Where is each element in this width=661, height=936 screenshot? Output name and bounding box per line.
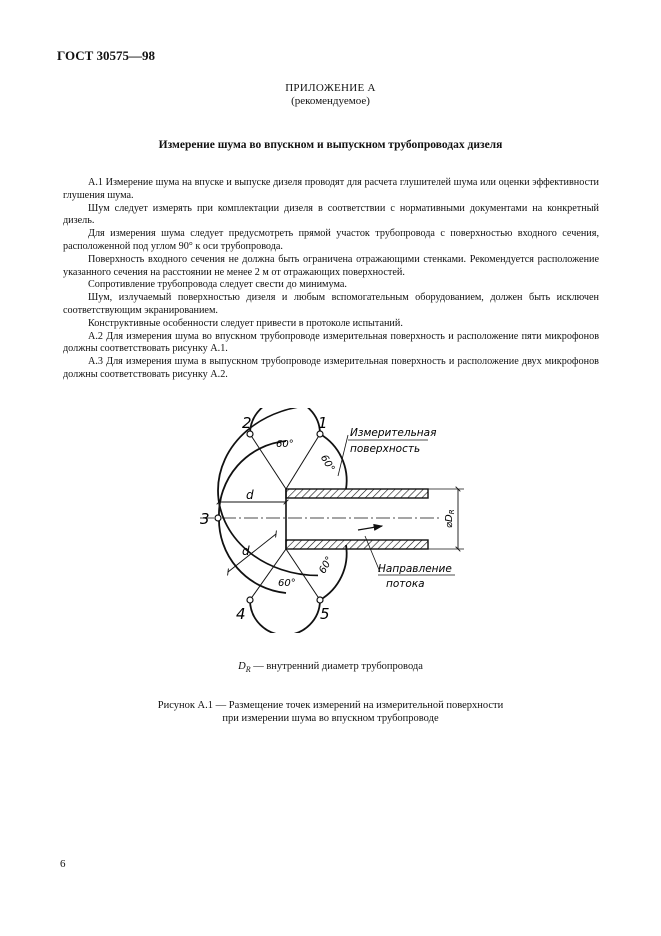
- point-label-2: 2: [242, 414, 252, 432]
- paragraph: Шум следует измерять при комплектации дизеля в соответствии с нормативными документами на конкретный дизель.: [63, 202, 599, 227]
- paragraph: А.2 Для измерения шума во впускном трубопроводе измерительная поверхность и расположение пяти микрофонов должны соответствовать рисунку А.1.: [63, 330, 599, 355]
- dimension-d-diagonal-label: d: [242, 544, 250, 558]
- flow-label-line1: Направление: [378, 563, 452, 575]
- legend-symbol: D: [238, 661, 246, 672]
- paragraph: Поверхность входного сечения не должна быть ограничена отражающими стенками. Рекомендуется расположение указанного сечения на расстоянии не менее 2 м от отражающих поверхностей.: [63, 253, 599, 278]
- caption-line-1: Рисунок А.1 — Размещение точек измерений на измерительной поверхности: [157, 700, 504, 711]
- caption-line-2: при измерении шума во впускном трубопроводе: [222, 713, 439, 724]
- diameter-subscript: R: [448, 509, 456, 515]
- angle-label-bottom-right: 60°: [317, 554, 336, 576]
- standard-header: ГОСТ 30575—98: [57, 48, 156, 63]
- body-text: [63, 177, 599, 382]
- point-label-4: 4: [236, 605, 246, 623]
- measurement-surface-bottom: [250, 600, 320, 633]
- annex-subtitle: (рекомендуемое): [291, 95, 370, 107]
- surface-label-line2: поверхность: [350, 443, 421, 455]
- radius-line: [286, 549, 320, 600]
- angle-label-top-right: 60°: [317, 453, 337, 474]
- point-label-3: 3: [200, 510, 210, 528]
- surface-label-line1: Измерительная: [350, 427, 437, 439]
- dimension-d-label: d: [246, 488, 254, 502]
- figure-caption: [0, 699, 661, 725]
- legend-subscript: R: [245, 665, 251, 675]
- page-number: 6: [60, 858, 66, 870]
- pipe-wall-bottom: [286, 540, 428, 549]
- measurement-point-3: [215, 515, 221, 521]
- section-title: Измерение шума во впускном и выпускном трубопроводах дизеля: [158, 139, 503, 151]
- dimension-d-diagonal: [228, 534, 276, 572]
- point-label-1: 1: [318, 414, 328, 432]
- diameter-label: [444, 509, 456, 528]
- flow-arrow: [358, 526, 382, 530]
- paragraph: Сопротивление трубопровода следует свести до минимума.: [88, 279, 347, 291]
- legend-text: — внутренний диаметр трубопровода: [250, 661, 423, 672]
- paragraph: Шум, излучаемый поверхностью дизеля и любым вспомогательным оборудованием, должен быть исключен соответствующим экранированием.: [63, 292, 599, 316]
- point-label-5: 5: [320, 605, 330, 623]
- pipe-wall-top: [286, 489, 428, 498]
- measurement-surface-left: [219, 441, 286, 593]
- annex-title: ПРИЛОЖЕНИЕ А: [285, 82, 376, 94]
- diameter-symbol: ⌀D: [444, 514, 455, 528]
- paragraph: А.3 Для измерения шума в выпускном трубопроводе измерительная поверхность и расположение двух микрофонов должны соответствовать рисунку А.2.: [63, 356, 599, 380]
- measurement-point-5: [317, 597, 323, 603]
- paragraph: Для измерения шума следует предусмотреть прямой участок трубопровода с поверхностью входного сечения, расположенной под углом 90° к оси трубопровода.: [63, 228, 599, 252]
- figure-legend: [0, 661, 661, 674]
- paragraph: А.1 Измерение шума на впуске и выпуске дизеля проводят для расчета глушителей шума или оценки эффективности глушения шума.: [63, 177, 599, 201]
- measurement-point-4: [247, 597, 253, 603]
- flow-label-line2: потока: [386, 578, 425, 590]
- angle-label-bottom: 60°: [278, 578, 296, 589]
- paragraph: Конструктивные особенности следует привести в протоколе испытаний.: [88, 317, 403, 329]
- angle-label-top: 60°: [276, 439, 294, 450]
- measurement-figure: [190, 408, 480, 633]
